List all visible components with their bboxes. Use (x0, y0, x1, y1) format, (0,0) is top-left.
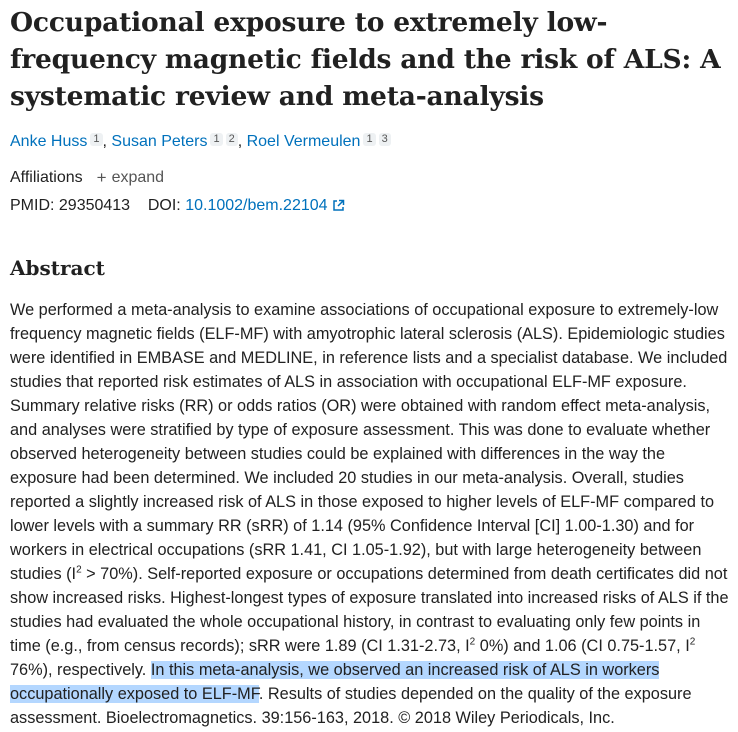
identifiers-row (10, 196, 728, 218)
doi-value: 10.1002/bem.22104 (185, 197, 328, 214)
superscript: 2 (689, 636, 696, 648)
superscript: 2 (76, 564, 82, 576)
abstract-text: 76%), respectively. (10, 660, 151, 679)
author-list (10, 132, 728, 152)
affiliation-badge[interactable]: 1 (363, 133, 375, 146)
abstract-text: We performed a meta-analysis to examine associations of occupational exposure to extremely-low frequency magnetic fields (ELF-MF) with amyotrophic lateral sclerosis (ALS). Epidemiologic studies were identified in EMBASE and MEDLINE, in reference lists and a specialist database. We included studies that reported risk estimates of ALS in association with occupational ELF-MF exposure. Summary relative risks (RR) or odds ratios (OR) were obtained with random effect meta-analysis, and analyses were stratified by type of exposure assessment. This was done to evaluate whether observed heterogeneity between studies could be explained with differences in the way the exposure had been determined. We included 20 studies in our meta-analysis. Overall, studies reported a slightly increased risk of ALS in those exposed to higher levels of ELF-MF compared to lower levels with a summary RR (sRR) of 1.14 (95% Confidence Interval [CI] 1.00-1.30) and for workers in electrical occupations (sRR 1.41, CI 1.05-1.92), but with large heterogeneity between studies (I (10, 300, 728, 583)
author-link-huss[interactable]: Anke Huss (10, 133, 88, 150)
affiliations-label: Affiliations (10, 169, 83, 186)
affiliations-row (10, 168, 728, 188)
author-link-vermeulen[interactable]: Roel Vermeulen (246, 133, 361, 150)
pmid-text: PMID: 29350413 (10, 197, 131, 214)
author-separator: , (102, 133, 112, 150)
doi-label: DOI: (147, 197, 181, 214)
abstract-heading: Abstract (10, 256, 105, 280)
abstract-text: 0%) and 1.06 (CI 0.75-1.57, I (475, 636, 690, 655)
affiliation-badge[interactable]: 3 (379, 133, 391, 146)
expand-label: expand (111, 169, 165, 186)
expand-affiliations-button[interactable] (97, 168, 164, 188)
highlighted-selection[interactable]: In this meta-analysis, we observed an increased risk of ALS in workers occupationally exposed to ELF-MF (10, 660, 660, 703)
author-link-peters[interactable]: Susan Peters (111, 133, 208, 150)
abstract-text: . Results of studies depended on the quality of the exposure assessment. Bioelectromagnetics. 39:156-163, 2018. © 2018 Wiley Periodicals, Inc. (10, 684, 692, 727)
author-separator: , (237, 133, 247, 150)
article-title: Occupational exposure to extremely low-frequency magnetic fields and the risk of ALS: A systematic review and meta-analysis (10, 7, 721, 112)
abstract-text: > 70%). Self-reported exposure or occupations determined from death certificates did not show increased risks. Highest-longest types of exposure translated into increased risks of ALS if the studies had evaluated the whole occupational history, in contrast to evaluating only few points in time (e.g., from census records); sRR were 1.89 (CI 1.31-2.73, I (10, 564, 729, 655)
affiliation-badge[interactable]: 1 (90, 133, 102, 146)
superscript: 2 (469, 636, 476, 648)
plus-icon: + (96, 168, 107, 187)
doi-link[interactable] (185, 197, 344, 214)
external-link-icon (332, 198, 345, 218)
abstract-body (10, 298, 732, 730)
affiliation-badge[interactable]: 2 (226, 133, 238, 146)
affiliation-badge[interactable]: 1 (210, 133, 222, 146)
